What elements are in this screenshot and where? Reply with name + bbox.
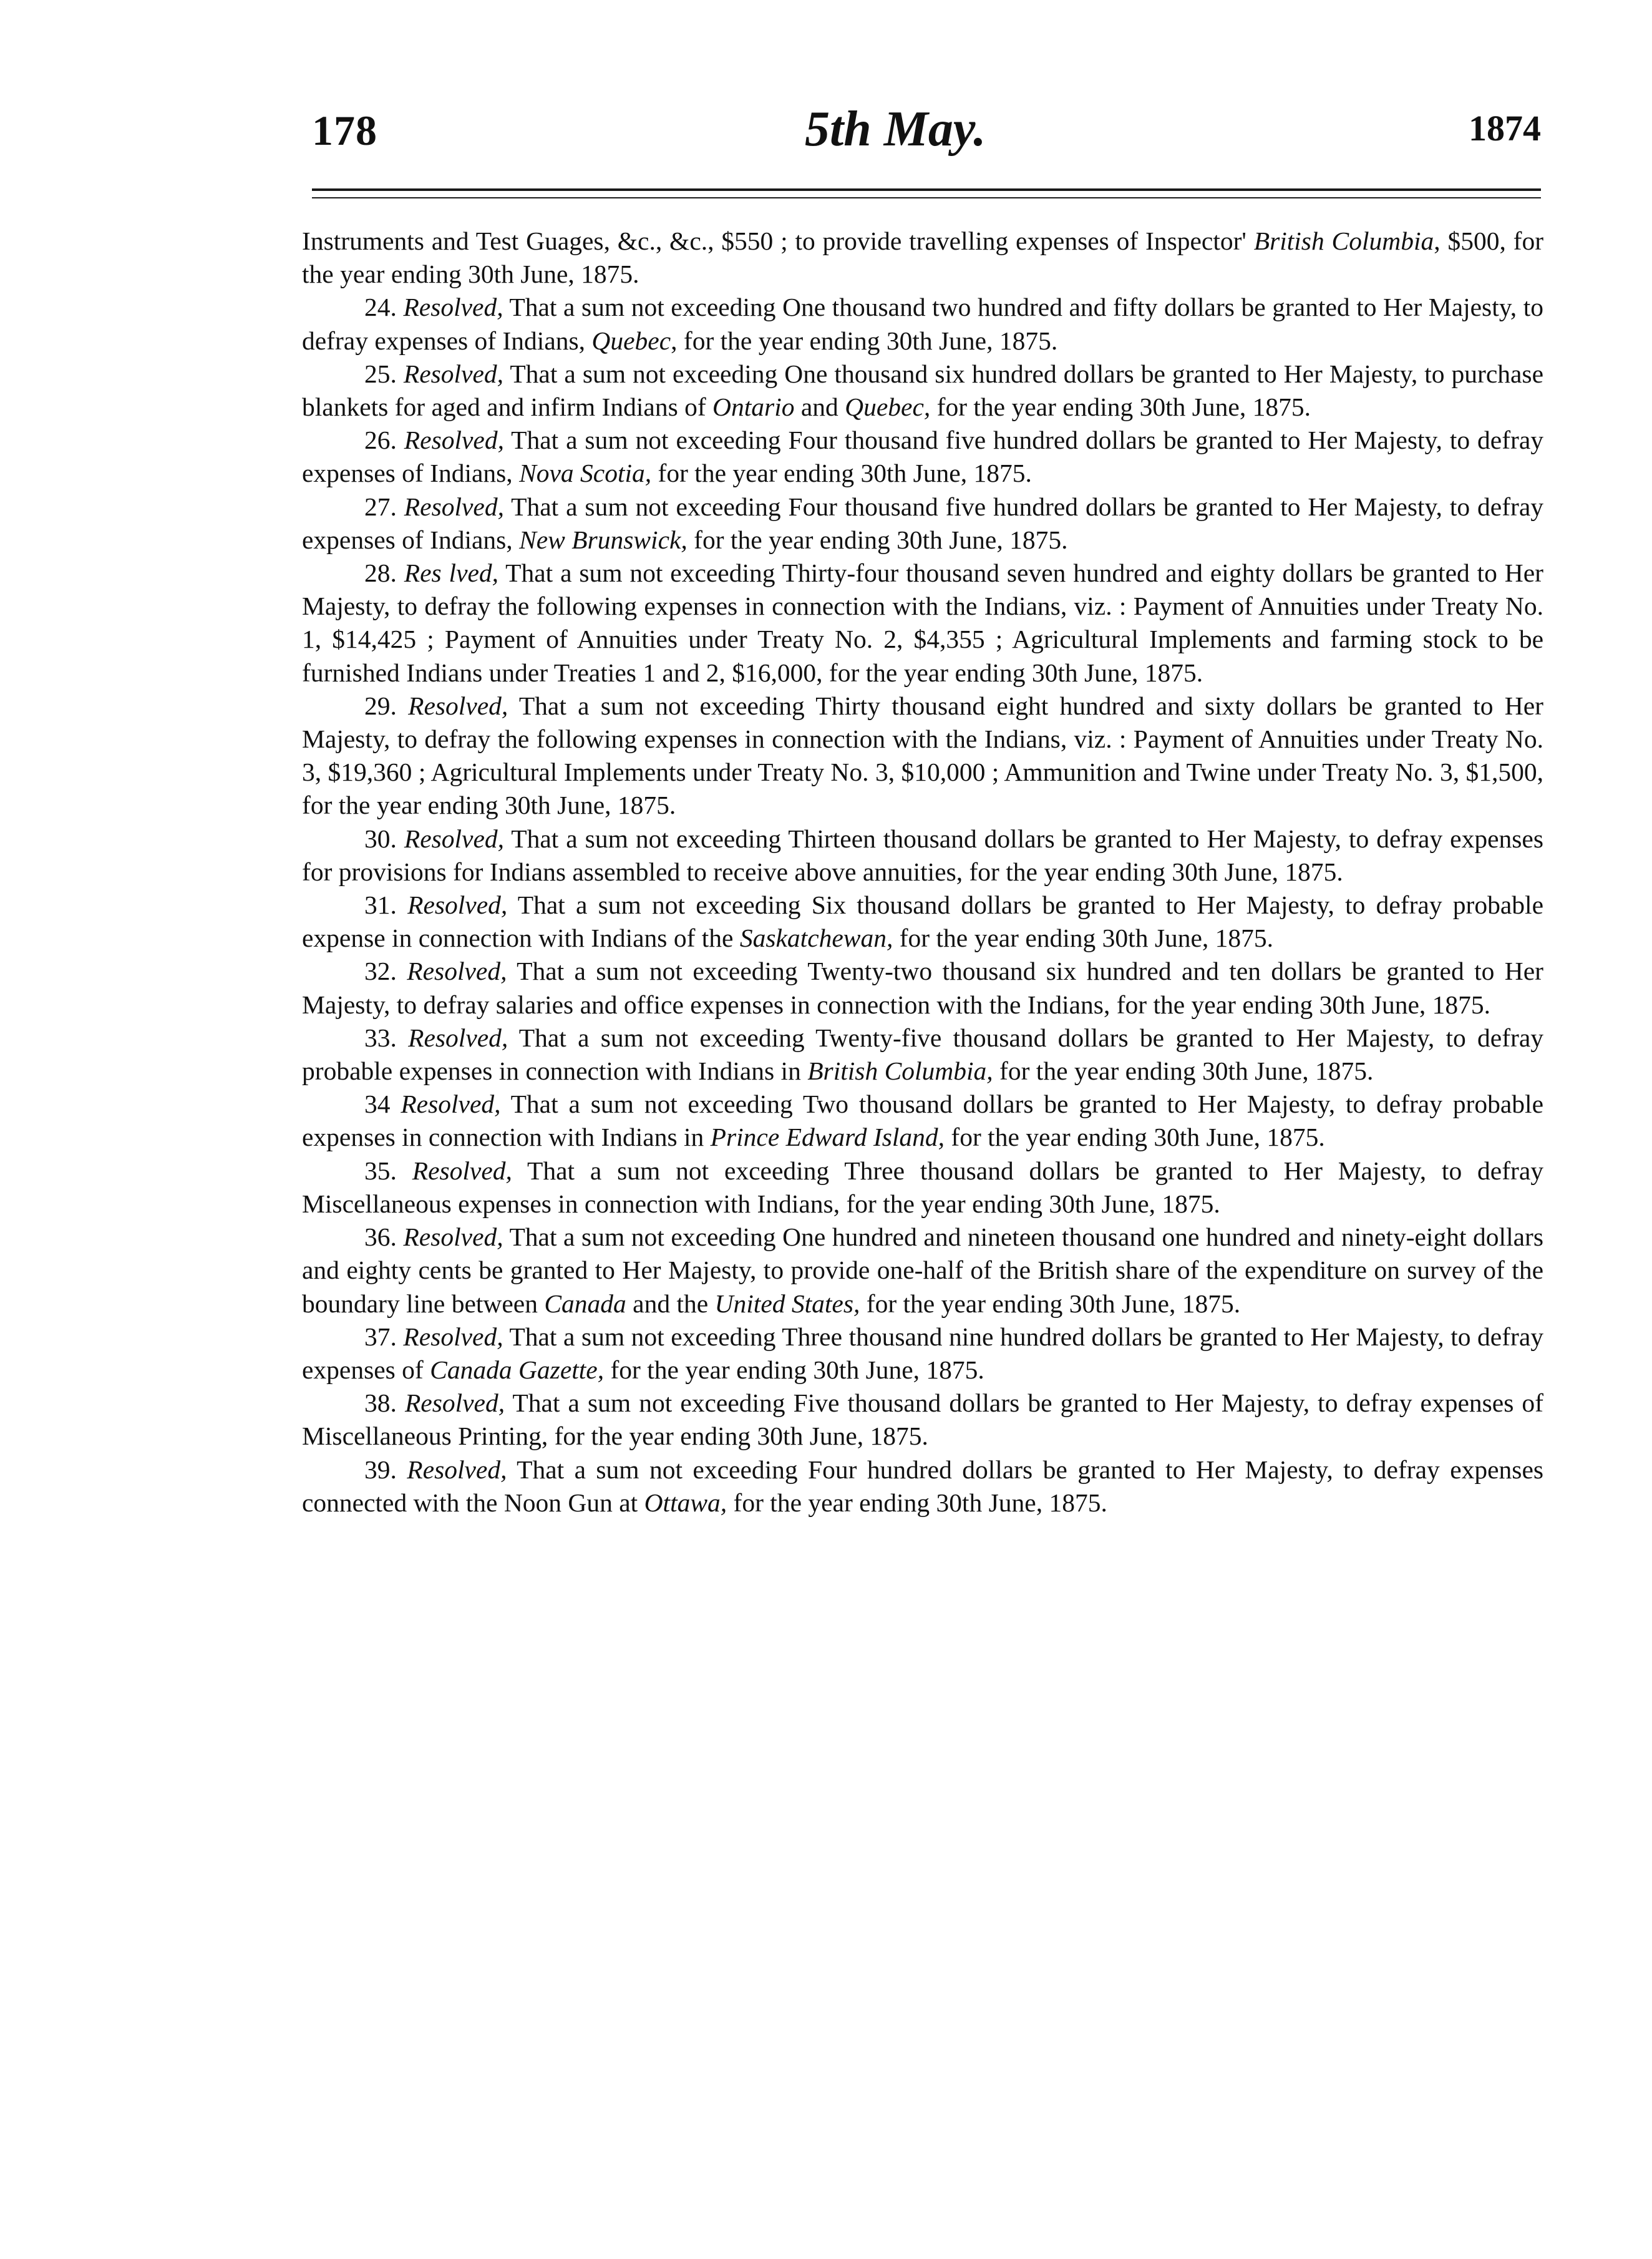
place-name: Prince Edward Island,: [710, 1123, 945, 1152]
header-rule-thick: [312, 188, 1541, 191]
place-name: Nova Scotia,: [519, 459, 652, 488]
place-name: Ottawa,: [644, 1488, 727, 1517]
place-name: British Columbia,: [807, 1056, 993, 1086]
resolution-27: [302, 490, 1543, 557]
page-number: 178: [312, 107, 377, 154]
resolution-34: [302, 1088, 1543, 1154]
resolution-number: 28.: [364, 559, 397, 588]
resolution-text: That a sum not exceeding One hundred and nineteen thousand one hundred and ninety-eight dollars and eighty cents be granted to Her Majesty, to provide one-half of the British share of the expenditure on survey of the boundary line between: [302, 1222, 1544, 1318]
resolution-text-end: for the year ending 30th June, 1875.: [651, 459, 1032, 488]
resolved-label: Resolved,: [403, 1222, 503, 1252]
header-rule-thin: [312, 197, 1541, 198]
resolution-text: That a sum not exceeding Four thousand five hundred dollars be granted to Her Majesty, to defray expenses of Indians,: [302, 492, 1544, 554]
resolution-text: That a sum not exceeding One thousand six hundred dollars be granted to Her Majesty, to purchase blankets for aged and infirm Indians of: [302, 359, 1544, 422]
resolution-number: 29.: [364, 691, 397, 720]
continuation-text: Instruments and Test Guages, &c., &c., $550 ; to provide travelling expenses of Inspector': [302, 227, 1254, 255]
resolved-label: Resolved,: [404, 824, 505, 853]
resolved-label: Resolved,: [404, 426, 504, 455]
resolution-text-mid: and: [794, 393, 845, 422]
resolution-37: [302, 1320, 1543, 1387]
resolution-number: 27.: [364, 492, 397, 521]
resolution-text-end: for the year ending 30th June, 1875.: [727, 1488, 1107, 1517]
place-name-2: Quebec,: [845, 393, 931, 422]
resolution-text-end: for the year ending 30th June, 1875.: [993, 1056, 1374, 1086]
resolution-number: 36.: [364, 1222, 397, 1252]
place-name: Quebec: [591, 326, 671, 355]
continuation-paragraph: [302, 225, 1543, 291]
resolution-38: [302, 1387, 1543, 1453]
resolution-text: That a sum not exceeding Two thousand dollars be granted to Her Majesty, to defray probable expenses in connection with Indians in: [302, 1090, 1543, 1152]
resolution-31: [302, 889, 1543, 955]
resolution-text: That a sum not exceeding Three thousand nine hundred dollars be granted to Her Majesty, to defray expenses of: [302, 1322, 1543, 1384]
page-date: 5th May.: [805, 102, 986, 157]
resolution-text: That a sum not exceeding Twenty-five thousand dollars be granted to Her Majesty, to defray probable expenses in connection with Indians in: [302, 1023, 1544, 1086]
resolution-text: That a sum not exceeding Thirteen thousand dollars be granted to Her Majesty, to defray expenses for provisions for Indians assembled to receive above annuities, for the year ending 30th June, 1875.: [302, 824, 1543, 886]
place-name: Saskatchewan,: [739, 924, 893, 953]
resolved-label: Resolved,: [407, 890, 508, 920]
resolved-label: Resolved,: [407, 1455, 507, 1484]
resolution-text: That a sum not exceeding Five thousand dollars be granted to Her Majesty, to defray expenses of Miscellaneous Printing, for the year ending 30th June, 1875.: [302, 1388, 1543, 1451]
resolution-33: [302, 1022, 1543, 1088]
resolved-label: Resolved,: [401, 1090, 501, 1119]
resolution-29: [302, 690, 1543, 822]
place-name-2: United States,: [714, 1289, 860, 1318]
resolution-text-end: for the year ending 30th June, 1875.: [893, 924, 1274, 953]
resolution-text-end: for the year ending 30th June, 1875.: [860, 1289, 1241, 1318]
resolution-text-end: , for the year ending 30th June, 1875.: [671, 326, 1058, 355]
resolution-text: That a sum not exceeding Thirty thousand eight hundred and sixty dollars be granted to Her Majesty, to defray the following expenses in connection with the Indians, viz. : Payment of Annuities under Treaty No. 3, $19,360 ; Agricultural Implements under Treaty No. 3, $10,000 ; Ammunition and Twine under Treaty No. 3, $1,500, for the year ending 30th June, 1875.: [302, 691, 1544, 820]
resolved-label: Resolved,: [403, 293, 503, 322]
resolution-number: 30.: [364, 824, 397, 853]
continuation-text-end: , $500, for the year ending 30th June, 1875.: [302, 227, 1544, 289]
resolved-label: Resolved,: [404, 1388, 505, 1418]
resolved-label: Resolved,: [404, 492, 504, 521]
resolution-39: [302, 1453, 1543, 1520]
resolution-number: 34: [364, 1090, 391, 1119]
resolution-text: That a sum not exceeding Thirty-four thousand seven hundred and eighty dollars be granted to Her Majesty, to defray the following expenses in connection with the Indians, viz. : Payment of Annuities under Treaty No. 1, $14,425 ; Payment of Annuities under Treaty No. 2, $4,355 ; Agricultural Implements and farming stock to be furnished Indians under Treaties 1 and 2, $16,000, for the year ending 30th June, 1875.: [302, 559, 1543, 687]
resolution-25: [302, 358, 1543, 424]
resolution-text: That a sum not exceeding Four thousand five hundred dollars be granted to Her Majesty, to defray expenses of Indians,: [302, 426, 1544, 488]
resolution-28: [302, 557, 1543, 690]
resolved-label: Resolved,: [403, 359, 504, 388]
publication-name: Canada Gazette,: [430, 1355, 605, 1384]
place-name: Ontario: [712, 393, 795, 422]
resolution-24: [302, 291, 1543, 357]
resolved-label: Resolved,: [407, 957, 507, 986]
resolution-text: That a sum not exceeding One thousand two hundred and fifty dollars be granted to Her Majesty, to defray expenses of Indians,: [302, 293, 1544, 355]
resolution-number: 25.: [364, 359, 397, 388]
resolution-36: [302, 1221, 1543, 1320]
resolved-label: Res lved,: [404, 559, 499, 588]
resolution-number: 35.: [364, 1156, 397, 1185]
resolution-number: 37.: [364, 1322, 397, 1351]
resolution-number: 26.: [364, 426, 397, 455]
resolution-text-end: for the year ending 30th June, 1875.: [604, 1355, 984, 1384]
resolution-35: [302, 1154, 1543, 1221]
continuation-place: British Columbia: [1253, 227, 1434, 255]
resolved-label: Resolved,: [408, 1023, 508, 1052]
resolution-26: [302, 424, 1543, 490]
resolution-30: [302, 822, 1543, 889]
resolved-label: Resolved,: [412, 1156, 512, 1185]
resolved-label: Resolved,: [408, 691, 508, 720]
place-name: Canada: [544, 1289, 626, 1318]
resolution-number: 39.: [364, 1455, 397, 1484]
resolution-number: 24.: [364, 293, 397, 322]
resolution-text-mid: and the: [626, 1289, 715, 1318]
place-name: New Brunswick,: [519, 525, 688, 554]
resolution-text: That a sum not exceeding Three thousand dollars be granted to Her Majesty, to defray Miscellaneous expenses in connection with Indians, for the year ending 30th June, 1875.: [302, 1156, 1544, 1218]
resolved-label: Resolved,: [403, 1322, 503, 1351]
resolution-number: 32.: [364, 957, 397, 986]
resolution-text: That a sum not exceeding Six thousand dollars be granted to Her Majesty, to defray probable expense in connection with Indians of the: [302, 890, 1543, 953]
resolution-text-end: for the year ending 30th June, 1875.: [945, 1123, 1325, 1152]
page-year: 1874: [1469, 108, 1541, 149]
resolution-text: That a sum not exceeding Four hundred dollars be granted to Her Majesty, to defray expenses connected with the Noon Gun at: [302, 1455, 1544, 1517]
page-header: [312, 94, 1541, 168]
resolution-32: [302, 955, 1543, 1021]
resolution-text: That a sum not exceeding Twenty-two thousand six hundred and ten dollars be granted to Her Majesty, to defray salaries and office expenses in connection with the Indians, for the year ending 30th June, 1875.: [302, 957, 1543, 1019]
resolution-number: 33.: [364, 1023, 397, 1052]
resolution-number: 31.: [364, 890, 397, 920]
resolution-number: 38.: [364, 1388, 397, 1418]
body-text: [302, 225, 1543, 1520]
resolution-text-end: for the year ending 30th June, 1875.: [687, 525, 1068, 554]
resolution-text-end: for the year ending 30th June, 1875.: [930, 393, 1311, 422]
